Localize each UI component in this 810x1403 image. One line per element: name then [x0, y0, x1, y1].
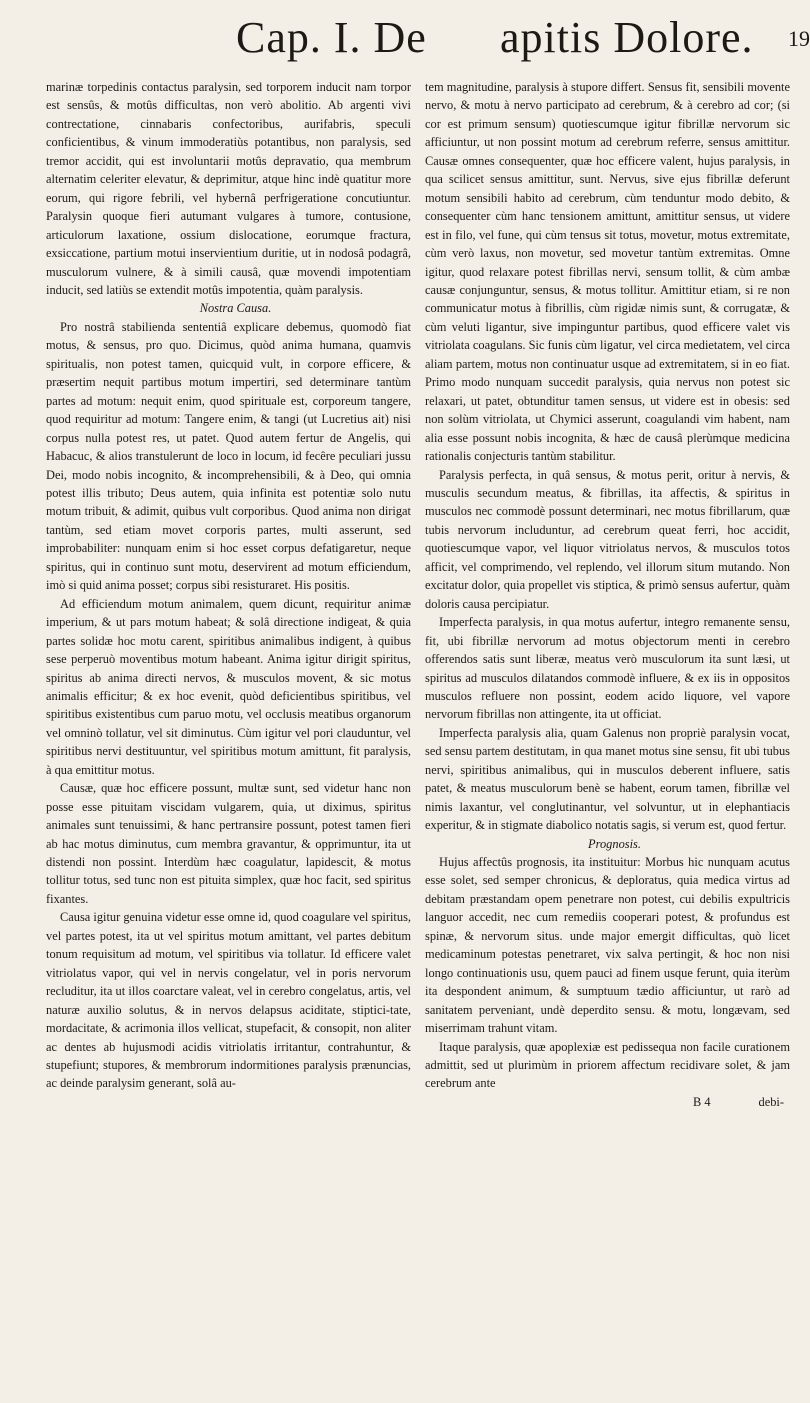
paragraph: Pro nostrâ stabilienda sententiâ explicare debemus, quomodò fiat motus, & sensus, pro quo. Dicimus, quòd anima humana, quamvis spiritualis, non potest tamen, quicquid vult, in corpore efficere, & præsertim nequit partibus motum impertiri, sed determinare tantùm partes ad motum: nequit enim, quod spirituale est, corporeum tangere, quod requiritur ad motum: Tangere enim, & tangi (ut Lucretius ait) nisi corpus nulla potest res, ut patet. Quod autem fertur de Angelis, qui Habacuc, & alios transtulerunt de loco in locum, id fecêre peculiari jussu Dei, modo nobis incognito, & incomprehensibili, & à Deo, qui omnia potest illis tributo; Deus autem, quia infinita est potentiæ solo nutu motum tribuit, & adimit, quibus vult corporibus. Quod anima non dirigat tantùm, sed etiam movet corporis partes, multi asserunt, sed improbabiliter: nunquam enim si hoc esset corpus defatigaretur, neque spiritus, qui in continuo sunt motu, deservirent ad motum efficiendum, imò si quid anima posset; corpus sibi resisturaret. His positis. — [46, 319, 411, 593]
right-column — [425, 78, 790, 1111]
paragraph: marinæ torpedinis contactus paralysin, sed torporem inducit nam torpor est sensûs, & motûs difficultas, non verò abolitio. Ab argenti vivi contrectatione, cinnabaris confectoribus, aurifabris, speculi conficientibus, & vinum immoderatiùs potantibus, non paralysis, sed tremor accidit, qui est involuntarii motûs depravatio, qua membrum alternatim celeriter elevatur, & deprimitur, atque hinc indè quatitur more eorum, qui rigore febrili, vel hybernâ perfrigeratione concutiuntur. Paralysin quoque fieri autumant vulgares à tumore, contusione, articulorum laxatione, ossium dislocatione, eorumque fractura, exsiccatione, partium motui inservientium duritie, ut in nodosâ podagrâ, musculorum vulnere, & à simili causâ, quæ movendi impotentiam inducit, sed latiùs se extendit motûs impotentia, quàm paralysis. — [46, 80, 411, 297]
catchword: debi- — [758, 1094, 784, 1109]
header-right: apitis Dolore. — [500, 13, 754, 62]
signature-mark: B 4 — [692, 1094, 711, 1109]
running-header — [46, 0, 810, 78]
paragraph: Paralysis perfecta, in quâ sensus, & motus perit, oritur à nervis, & musculis secundum meatus, & fibrillas, ita affectis, & spiritus in musculos nec commodè possunt determinari, nec motus fibrillarum, quæ tubis nervorum includuntur, ad cerebrum queat ferri, hoc accidit, quotiescumque vapor, vel liquor vitriolatus nervos, & musculos totos afficit, vel comprimendo, vel replendo, vel illorum situm mutando. Non excitatur dolor, quia propellet vis stiptica, & primò sensus aufertur, quàm doloris causa percipiatur. — [425, 467, 790, 611]
paragraph: Hujus affectûs prognosis, ita instituitur: Morbus hic nunquam acutus esse solet, sed semper chronicus, & deploratus, quia medica virtus ad debitam præstandam opem penetrare non potest, cui debilis expultricis languor accedit, nec cum remediis cooperari potest, & profundus est spinæ, & nervorum situs. unde major emergit difficultas, quò licet medicaminum potestas penetraret, vix salva pertingit, & hoc non nisi longo continuationis usu, quem pauci ad finem usque ferunt, quia iterùm ita despondent animum, & sumptuum tædio afficiuntur, ut rarò ad sanitatem perveniant, undè deperdito sensu. & motu, longævam, sed miserrimam trahunt vitam. — [425, 855, 790, 1036]
page-footer — [425, 1093, 790, 1111]
paragraph: Causæ, quæ hoc efficere possunt, multæ sunt, sed videtur hanc non posse esse pituitam viscidam vulgarem, quia, ut diximus, spiritus animales sunt tenuissimi, & hanc pertransire possunt, potest tamen fieri ab hac motus diminutus, cum membra gravantur, & opprimuntur, ita ut distendi non possint. Interdùm hæc coagulatur, lapidescit, & motus tollitur totus, sed tunc non est pituita simplex, quæ hoc facit, sed spiritus fixantes. — [46, 781, 411, 906]
section-title: Nostra Causa. — [199, 301, 272, 316]
header-left: Cap. I. De — [236, 13, 427, 62]
paragraph: Ad efficiendum motum animalem, quem dicunt, requiritur animæ imperium, & ut pars motum habeat; & solâ directione indigeat, & quia partes solidæ hoc motu carent, spiritibus animalibus indigent, à quibus sese perperuò moventibus motum habeant. Anima igitur dirigit spiritus, spiritus ab anima directi nervos, & musculos movent, & sic motus animalis efficitur; & ex hoc evenit, quòd deficientibus spiritibus, vel spiritibus existentibus cum paruo motu, vel occlusis meatibus organorum vel omninò tollatur, vel sit diminutus. Cùm igitur vel pori clauduntur, vel spiritibus nervi destituuntur, vel spiritibus motum amittunt, fit paralysis, à qua emittitur motus. — [46, 596, 411, 777]
paragraph: Causa igitur genuina videtur esse omne id, quod coagulare vel spiritus, vel partes potest, ita ut vel spiritus motum amittant, vel partes debitum tonum requisitum ad motum, vel spiritibus via tollatur. Id efficere valet vitriolatus vapor, qui vel in nervis congelatur, vel in poris nervorum recluditur, ita ut illos coarctare valeat, vel in cerebro congelatus, artis, vel naturæ auxilio solutus, & in nervos delapsus aciditate, stiptici-tate, mordacitate, & acrimonia illos vellicat, stupefacit, & consopit, non aliter ac dentes ab hujusmodi acidis vitriolatis irritantur, contrahuntur, & stupefiunt; stupores, & membrorum indormitiones paralysis prænuncias, ac deinde paralysim generant, solâ au- — [46, 910, 411, 1091]
paragraph: Imperfecta paralysis alia, quam Galenus non propriè paralysin vocat, sed sensu partem destitutam, in qua manet motus sine sensu, fit ubi tubus nervi, spiritibus animalibus, qui in musculos deberent influere, satis patet, & meatus musculorum benè se habent, eorum tamen, fibrillæ vel nimis laxantur, vel conglutinantur, vel solvuntur, ut in elephantiacis experitur, & in stigmate diabolico notatis sagis, si verum est, quod fertur. — [425, 725, 790, 833]
left-column — [46, 78, 411, 1111]
page-number: 19 — [788, 26, 810, 51]
text-columns — [46, 78, 790, 1111]
paragraph: Itaque paralysis, quæ apoplexiæ est pedissequa non facile curationem admittit, sed ut plurimùm in priorem affectum recidivare solet, & jam cerebrum ante — [425, 1039, 790, 1091]
paragraph: Imperfecta paralysis, in qua motus aufertur, integro remanente sensu, fit, ubi fibrillæ nervorum ad motus objectorum menti in cerebro offerendos satis sunt liberæ, meatus verò musculorum ita sunt læsi, ut spiritus ad musculos dilatandos commodè influere, & ex iis in oppositos musculos refluere non possint, eodem acido liquore, vel vapore nervorum fibrillas non attingente, ita ut officiat. — [425, 615, 790, 722]
paragraph: tem magnitudine, paralysis à stupore differt. Sensus fit, sensibili movente nervo, & motu à nervo participato ad cerebrum, & à cerebro ad cor; (si cor est primum sensum) quotiescumque igitur fibrillæ nervorum sic afficiuntur, ut non possint motum ad cerebrum referre, sensus amittitur. Causæ omnes consequenter, quæ hoc efficere valent, hujus paralysis, in qua scilicet sensus amittitur, sunt. Nervus, sive ejus fibrillæ deferunt motum sensibili habito ad cerebrum, cùm tenduntur modo debito, & consequenter cùm hanc tensionem amittunt, amittitur sensus, ut videre est in filo, vel fune, qui cùm tensus sit totus, movetur, motus extremitate, cùm verò laxus, non movetur, sed movetur tantùm extremitas. Omne igitur, quod relaxare potest fibrillas nervi, sensum tollit, & cùm ambæ causæ conjunguntur, sensus, & motus tollitur. Amittitur etiam, si re non communicatur motus à fibrillis, cùm rigidæ nimis sunt, & corrugatæ, & cùm veluti ligantur, sive impinguntur partibus, quod efficere valet vis vitriolata coagulans. Sic funis cùm ligatur, vel circa medietatem, vel circa aliam partem, motus non continuatur usque ad extremitatem, si in eo fiat. Primo modo nunquam succedit paralysis, quia nervus non potest sic relaxari, ut patet, obtunditur tamen sensus, ut videre est in obesis: sed non solùm vitriolata, ut Chymici asserunt, coagulandi vim habent, nam alia esse possunt nobis incognita, & hæc de causâ plerùmque medicina rationalis conjecturis tantùm stabilitur. — [425, 80, 790, 464]
section-title: Prognosis. — [588, 836, 641, 851]
